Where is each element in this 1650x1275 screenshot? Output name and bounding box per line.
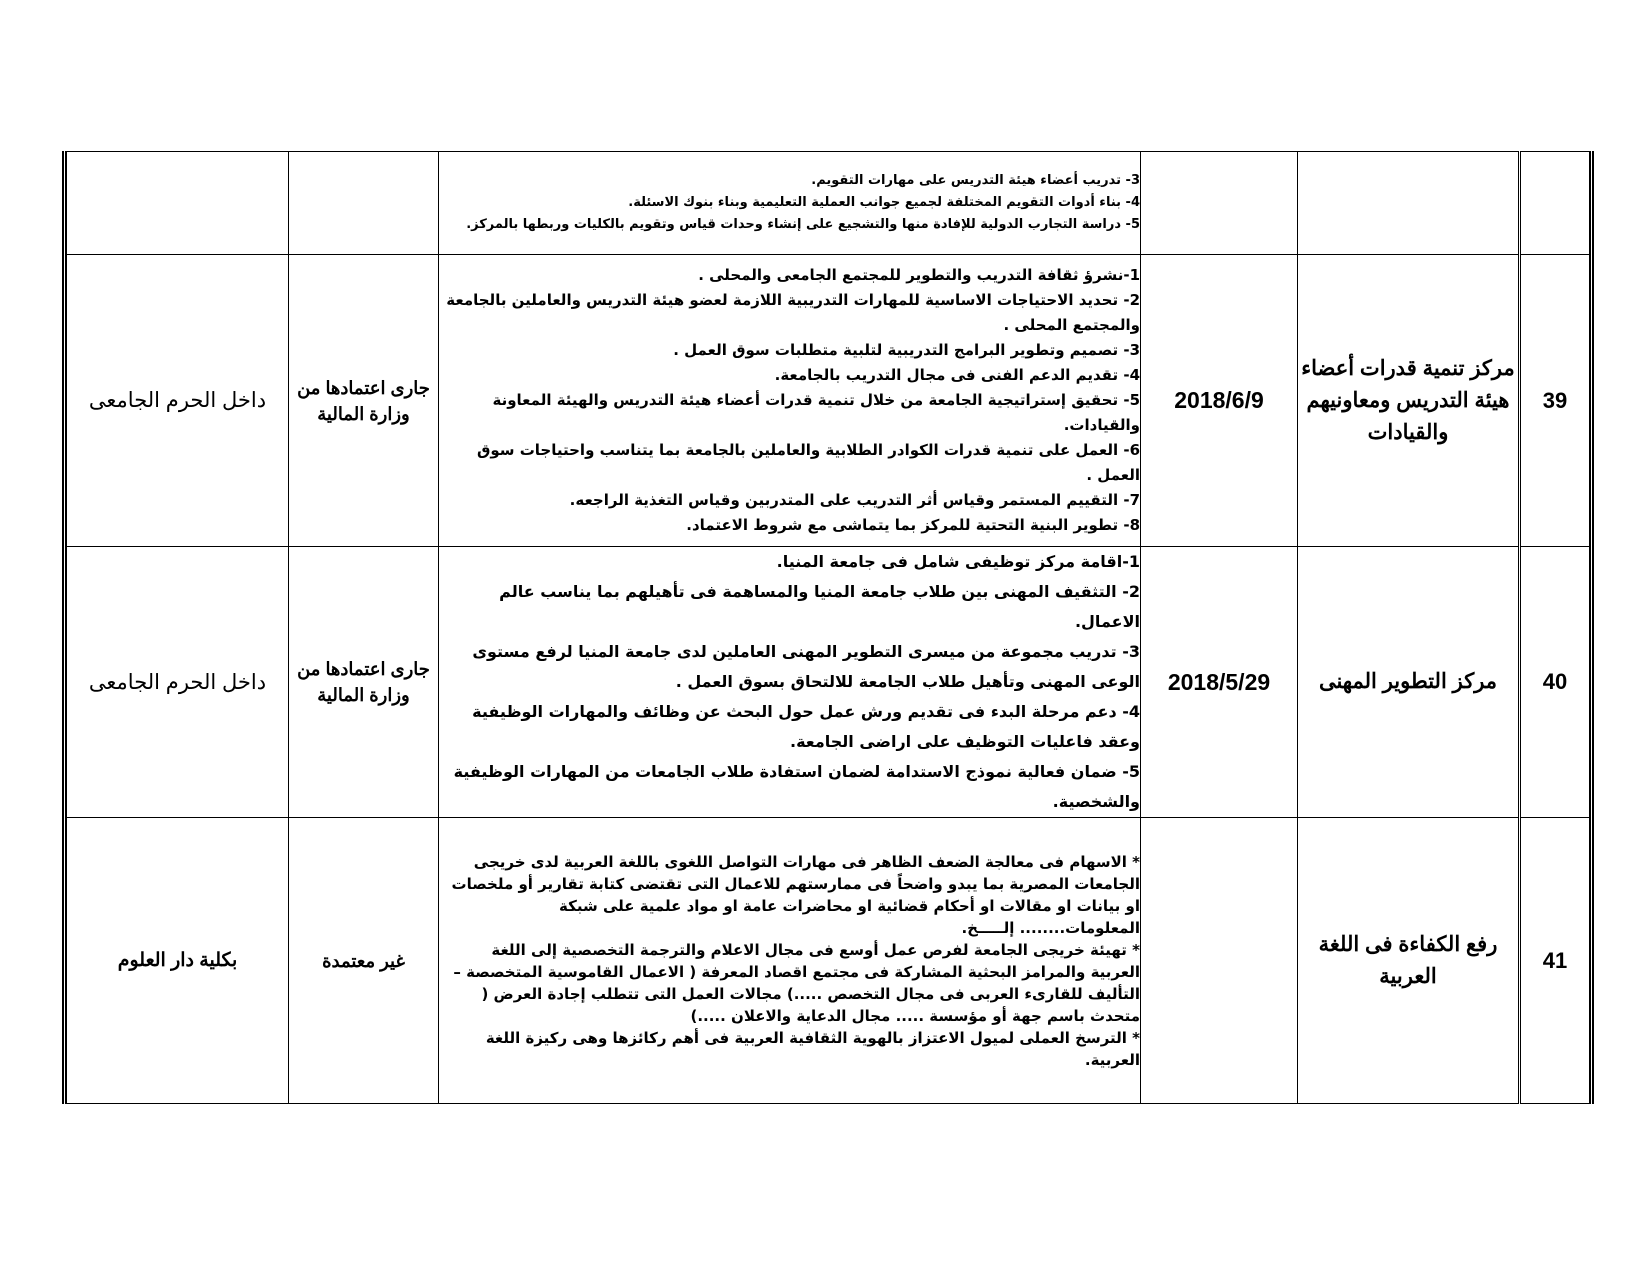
approval-status: غير معتمدة [289,818,439,1104]
objective-item: 4- تقديم الدعم الفنى فى مجال التدريب بالجامعة. [774,366,1140,384]
table-row [65,255,1592,547]
table-row [65,152,1592,255]
row-number [1520,152,1592,255]
objective-item: 2- التثقيف المهنى بين طلاب جامعة المنيا والمساهمة فى تأهيلهم بما يناسب عالم الاعمال. [499,582,1140,631]
centers-table [62,151,1594,1104]
approval-status: جارى اعتمادها من وزارة المالية [289,547,439,818]
row-number: 40 [1520,547,1592,818]
objective-item: * تهيئة خريجى الجامعة لفرص عمل أوسع فى مجال الاعلام والترجمة التخصصية إلى اللغة العربية والمرامز البحثية المشاركة فى مجتمع اقصاد المعرفة ( الاعمال القاموسية المتخصصة – التأليف للقارىء العربى فى مجال التخصص .....) مجالات العمل التى تتطلب إجادة العرض ( متحدث باسم جهة أو مؤسسة ..... مجال الدعاية والاعلان .....) [453,940,1140,1025]
establishment-date: 2018/5/29 [1141,547,1298,818]
objectives-list [439,255,1141,547]
center-name: رفع الكفاءة فى اللغة العربية [1298,818,1520,1104]
objective-item: 6- العمل على تنمية قدرات الكوادر الطلابية والعاملين بالجامعة بما يتناسب واحتياجات سوق العمل . [476,441,1140,484]
objectives-list [439,547,1141,818]
objective-item: 8- تطوير البنية التحتية للمركز بما يتماشى مع شروط الاعتماد. [686,516,1140,534]
objective-item: 4- دعم مرحلة البدء فى تقديم ورش عمل حول البحث عن وظائف والمهارات الوظيفية وعقد فاعليات التوظيف على اراضى الجامعة. [472,702,1140,751]
establishment-date [1141,818,1298,1104]
objective-item: 3- تدريب أعضاء هيئة التدريس على مهارات التقويم. [811,173,1140,188]
objective-item: * الترسخ العملى لميول الاعتزاز بالهوية الثقافية العربية فى أهم ركائزها وهى ركيزة اللغة العربية. [485,1028,1140,1069]
objective-item: 3- تدريب مجموعة من ميسرى التطوير المهنى العاملين لدى جامعة المنيا لرفع مستوى الوعى المهنى وتأهيل طلاب الجامعة للالتحاق بسوق العمل . [472,642,1140,691]
objective-item: 3- تصميم وتطوير البرامج التدريبية لتلبية متطلبات سوق العمل . [673,341,1140,359]
establishment-date [1141,152,1298,255]
location: داخل الحرم الجامعى [65,255,289,547]
table-row [65,547,1592,818]
location [65,152,289,255]
center-name: مركز التطوير المهنى [1298,547,1520,818]
location: داخل الحرم الجامعى [65,547,289,818]
objective-item: 7- التقييم المستمر وقياس أثر التدريب على المتدربين وقياس التغذية الراجعه. [569,491,1140,509]
objective-item: 5- ضمان فعالية نموذج الاستدامة لضمان استفادة طلاب الجامعات من المهارات الوظيفية والشخصية. [453,762,1140,811]
objective-item: 4- بناء أدوات التقويم المختلفة لجميع جوانب العملية التعليمية وبناء بنوك الاسئلة. [628,195,1140,210]
objective-item: * الاسهام فى معالجة الضعف الظاهر فى مهارات التواصل اللغوى باللغة العربية لدى خريجى الجامعات المصرية بما يبدو واضحاً فى ممارستهم للاعمال التى تقتضى كتابة تقارير أو ملخصات او بيانات او مقالات او أحكام قضائية او محاضرات عامة او مواد علمية على شبكة المعلومات........ إلـــــخ. [451,852,1140,937]
objectives-list [439,818,1141,1104]
objective-item: 1-اقامة مركز توظيفى شامل فى جامعة المنيا. [776,552,1140,571]
objectives-list [439,152,1141,255]
row-number: 39 [1520,255,1592,547]
establishment-date: 2018/6/9 [1141,255,1298,547]
approval-status [289,152,439,255]
center-name: مركز تنمية قدرات أعضاء هيئة التدريس ومعاونيهم والقيادات [1298,255,1520,547]
objective-item: 5- تحقيق إستراتيجية الجامعة من خلال تنمية قدرات أعضاء هيئة التدريس والهيئة المعاونة والقيادات. [492,391,1140,434]
table-row [65,818,1592,1104]
row-number: 41 [1520,818,1592,1104]
approval-status: جارى اعتمادها من وزارة المالية [289,255,439,547]
objective-item: 1-نشرؤ ثقافة التدريب والتطوير للمجتمع الجامعى والمحلى . [698,266,1140,284]
objective-item: 2- تحديد الاحتياجات الاساسية للمهارات التدريبية اللازمة لعضو هيئة التدريس والعاملين بالجامعة والمجتمع المحلى . [446,291,1140,334]
location: بكلية دار العلوم [65,818,289,1104]
objective-item: 5- دراسة التجارب الدولية للإفادة منها والتشجيع على إنشاء وحدات قياس وتقويم بالكليات وربطها بالمركز. [466,217,1140,232]
center-name [1298,152,1520,255]
